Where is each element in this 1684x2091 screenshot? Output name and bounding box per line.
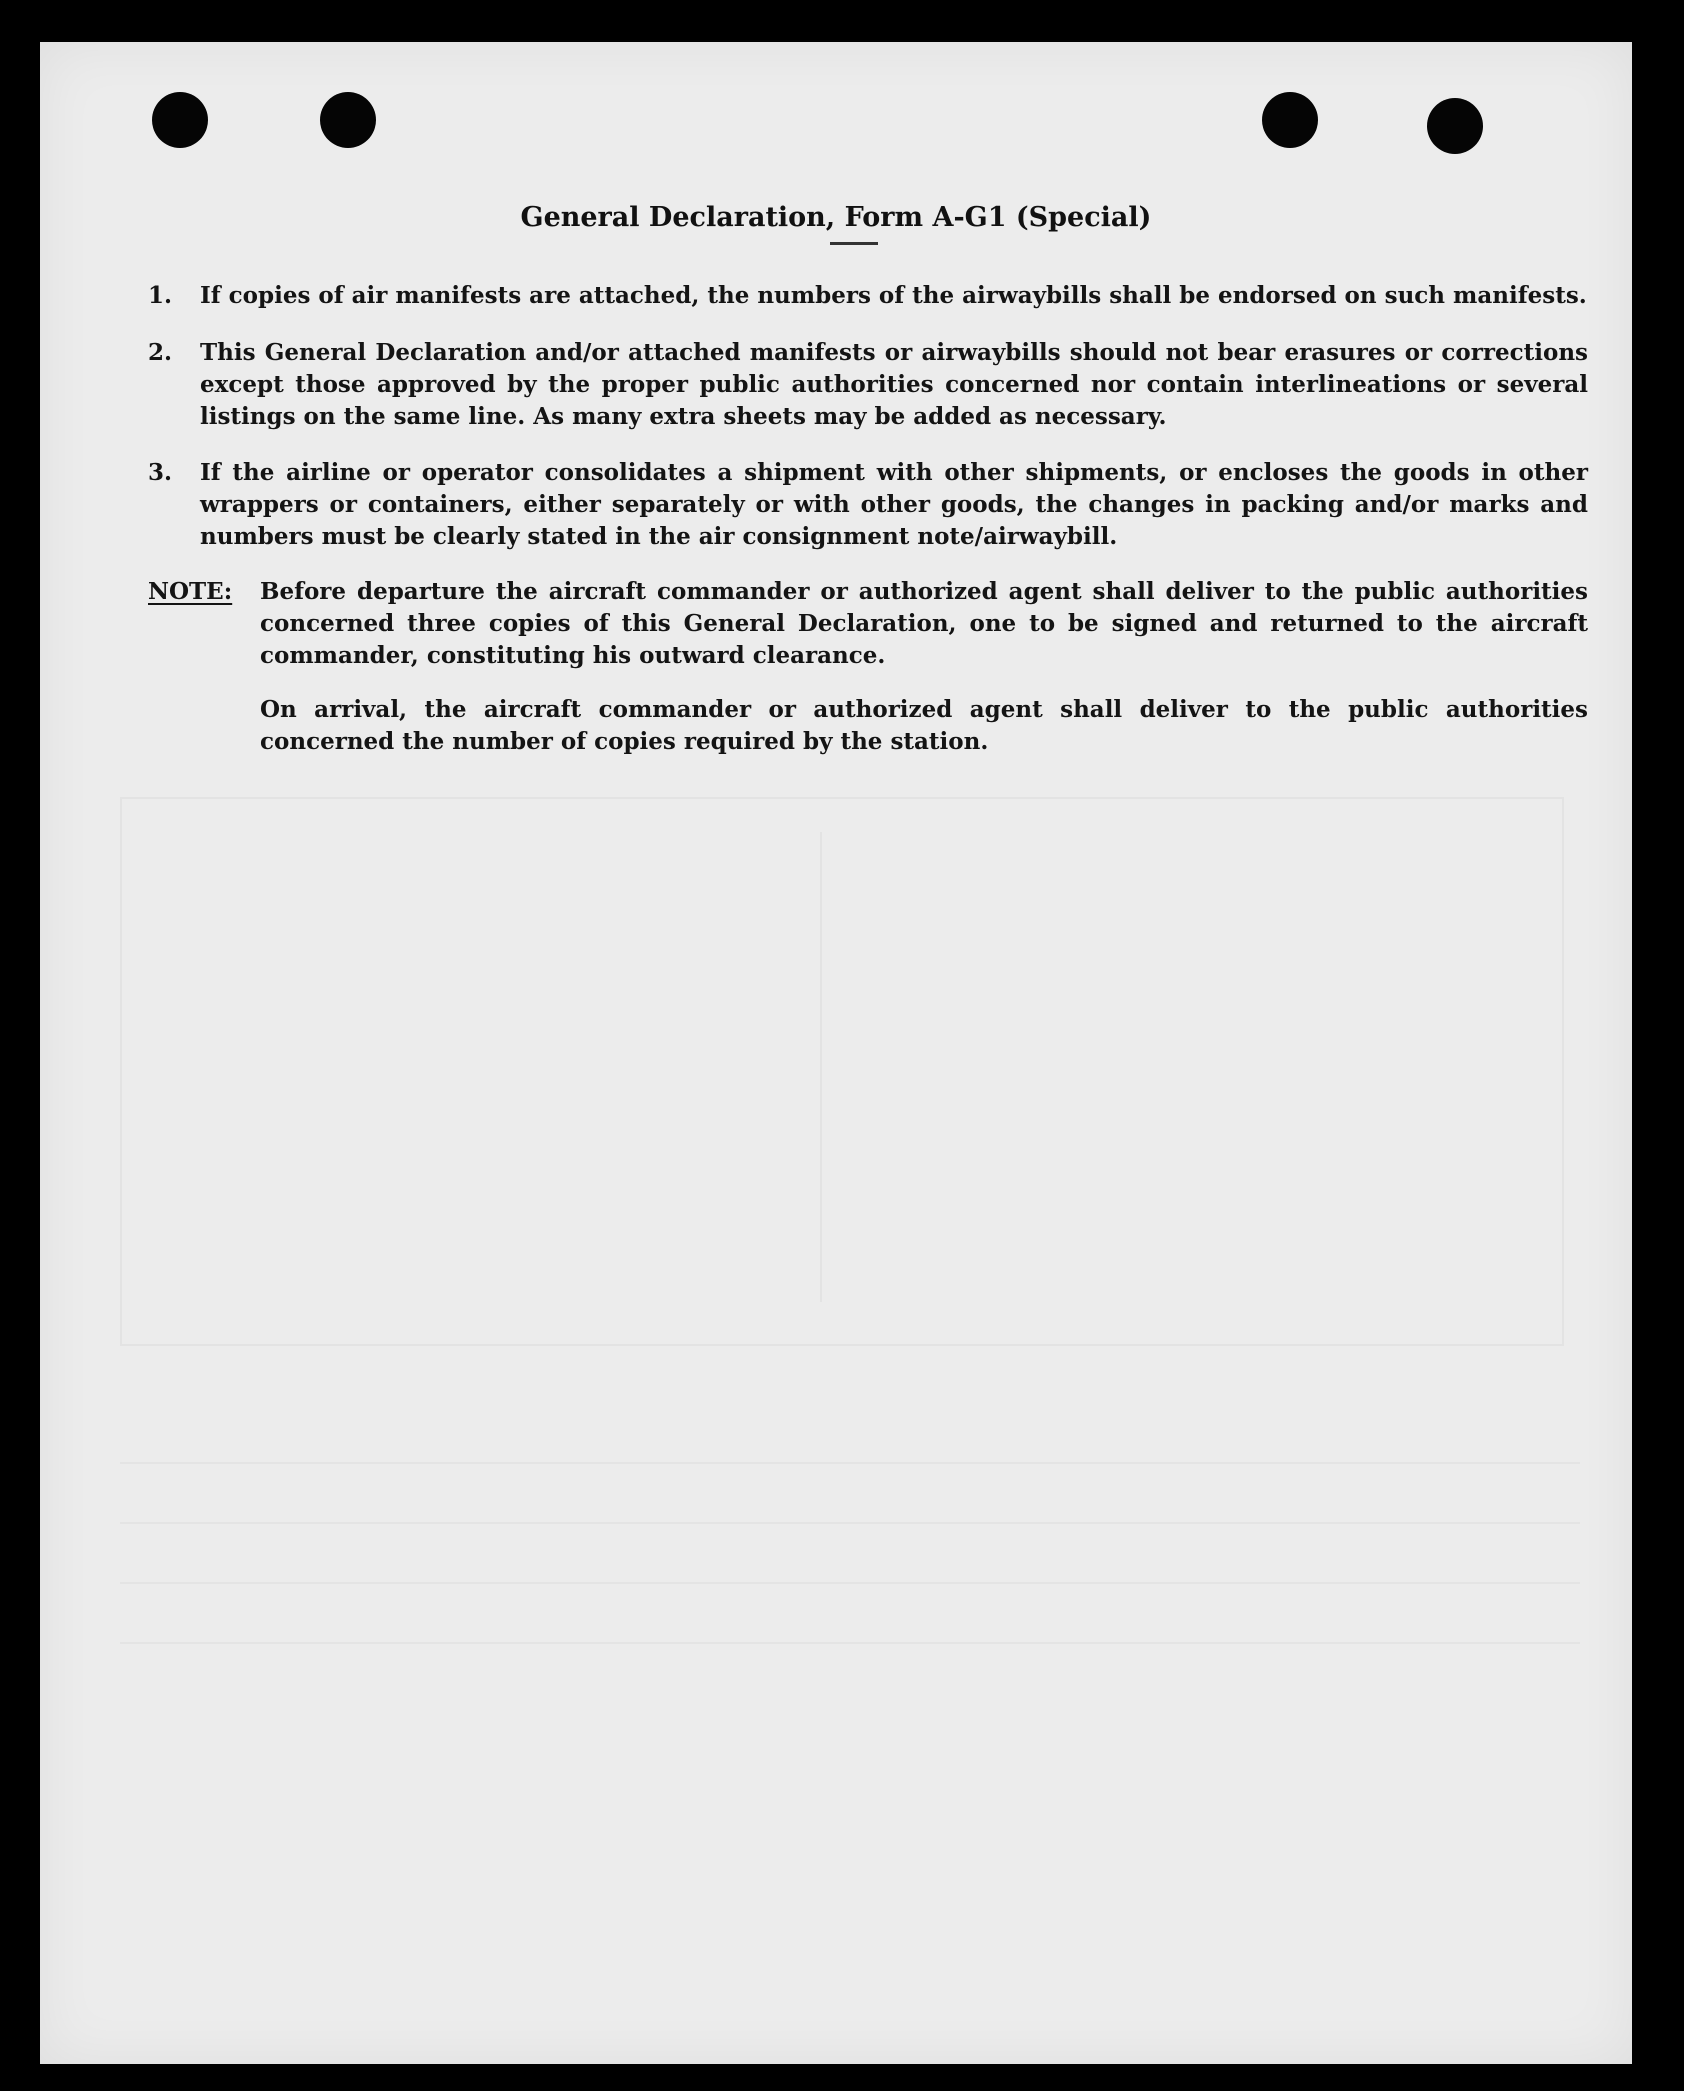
punch-hole [1427,98,1483,154]
instruction-item-3 [148,457,1588,553]
item-number: 1. [148,282,173,309]
document-title: General Declaration, Form A-G1 (Special) [520,202,1152,233]
punch-hole [152,92,208,148]
punch-hole [1262,92,1318,148]
instruction-item-1 [148,280,1588,312]
note-paragraph-1: Before departure the aircraft commander or authorized agent shall deliver to the public authorities concerned three copies of this General Declaration, one to be signed and returned to the aircraft commander, constituting his outward clearance. [260,578,1588,669]
bleed-through-divider [820,832,822,1302]
item-number: 3. [148,459,173,486]
note-block [148,576,1588,672]
item-number: 2. [148,339,173,366]
note-label: NOTE: [148,578,233,605]
item-text: If the airline or operator consolidates a shipment with other shipments, or encloses the goods in other wrappers or containers, either separately or with other goods, the changes in packing and/or marks and numbers must be clearly stated in the air consignment note/airwaybill. [200,459,1588,550]
bleed-through-line [120,1642,1580,1644]
bleed-through-box [120,797,1564,1346]
document-page [40,42,1632,2064]
instruction-item-2 [148,337,1588,433]
item-text: If copies of air manifests are attached, the numbers of the airwaybills shall be endorsed on such manifests. [200,282,1587,309]
bleed-through-line [120,1462,1580,1464]
title-underline [830,242,878,245]
bleed-through-line [120,1582,1580,1584]
note-paragraph-2-block [260,694,1588,758]
bleed-through-line [120,1522,1580,1524]
item-text: This General Declaration and/or attached manifests or airwaybills should not bear erasures or corrections except those approved by the proper public authorities concerned nor contain interlineations or several listings on the same line. As many extra sheets may be added as necessary. [200,339,1588,430]
note-paragraph-2: On arrival, the aircraft commander or authorized agent shall deliver to the public authorities concerned the number of copies required by the station. [260,696,1588,755]
punch-hole [320,92,376,148]
